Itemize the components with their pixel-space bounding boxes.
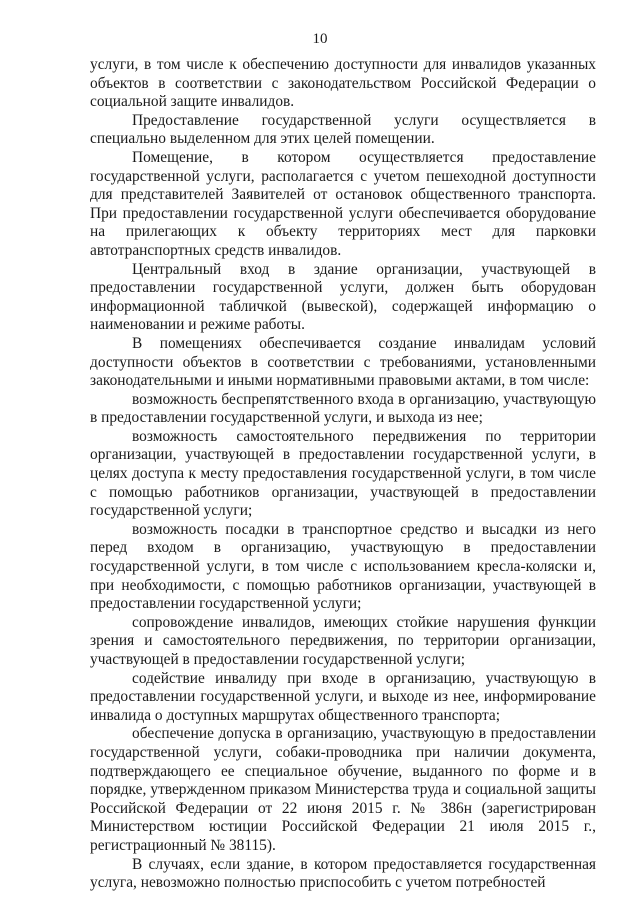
paragraph-building-adaptation: В случаях, если здание, в котором предоставляется государственная услуга, невозможно полностью приспособить с учетом потребностей (90, 855, 596, 892)
list-item-escort: сопровождение инвалидов, имеющих стойкие нарушения функции зрения и самостоятельного передвижения, по территории организации, участвующей в предоставлении государственной услуги; (90, 613, 596, 668)
paragraph-continuation: услуги, в том числе к обеспечению доступности для инвалидов указанных объектов в соответствии с законодательством Российской Федерации о социальной защите инвалидов. (90, 56, 596, 111)
list-item-guide-dog: обеспечение допуска в организацию, участвующую в предоставлении государственной услуги, собаки-проводника при наличии документа, подтверждающего ее специальное обучение, выданного по форме и в порядке, утвержденном приказом Министерства труда и социальной защиты Российской Федерации от 22 июня 2015 г. № 386н (зарегистрирован Министерством юстиции Российской Федерации 21 июля 2015 г., регистрационный № 38115). (90, 725, 596, 854)
page-number: 10 (312, 31, 328, 47)
paragraph-accessibility-conditions: В помещениях обеспечивается создание инвалидам условий доступности объектов в соответствии с требованиями, установленными законодательными и иными нормативными правовыми актами, в том числе: (90, 334, 596, 390)
document-body (90, 56, 596, 893)
paragraph-premises-location: Помещение, в котором осуществляется предоставление государственной услуги, располагается с учетом пешеходной доступности для представителей Заявителей от остановок общественного транспорта. При предоставлении государственной услуги обеспечивается оборудование на прилегающих к объекту территориях мест для парковки автотранспортных средств инвалидов. (90, 148, 596, 259)
paragraph-central-entrance: Центральный вход в здание организации, участвующей в предоставлении государственной услуги, должен быть оборудован информационной табличкой (вывеской), содержащей информацию о наименовании и режиме работы. (90, 260, 596, 334)
list-item-independent-movement: возможность самостоятельного передвижения по территории организации, участвующей в предоставлении государственной услуги, в целях доступа к месту предоставления государственной услуги, в том числе с помощью работников организации, участвующей в предоставлении государственной услуги; (90, 427, 596, 520)
list-item-vehicle-boarding: возможность посадки в транспортное средство и высадки из него перед входом в организацию, участвующую в предоставлении государственной услуги, в том числе с использованием кресла-коляски и, при необходимости, с помощью работников организации, участвующей в предоставлении государственной услуги; (90, 520, 596, 613)
list-item-assistance: содействие инвалиду при входе в организацию, участвующую в предоставлении государственной услуги, и выходе из нее, информирование инвалида о доступных маршрутах общественного транспорта; (90, 669, 596, 724)
paragraph-dedicated-premises: Предоставление государственной услуги осуществляется в специально выделенном для этих целей помещении. (90, 111, 596, 148)
list-item-unobstructed-entry: возможность беспрепятственного входа в организацию, участвующую в предоставлении государственной услуги, и выхода из нее; (90, 390, 596, 427)
